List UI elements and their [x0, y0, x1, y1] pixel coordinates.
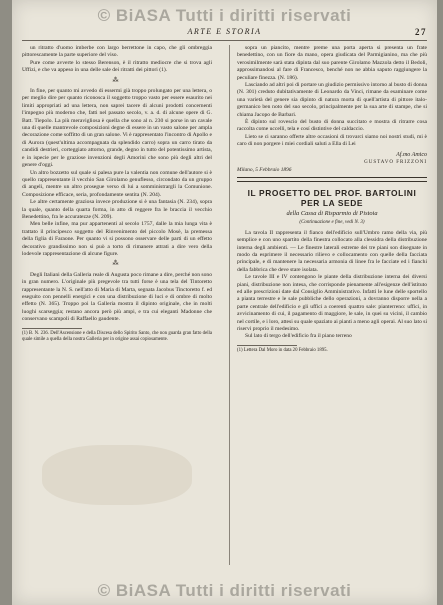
running-head	[22, 27, 427, 41]
paragraph: Pure come avverte lo stesso Berenson, è il ritratto mediocre che si trova agli Uffizi, e che va appeso in una delle sale dei ritratti dei pittori (1).	[22, 59, 212, 74]
paragraph: Le altre certamente graziosa invece produzione si è una fantasia (N. 234), sopra la quale, quanto della quarta forma, in atto di reggere fra le braccia il vecchio Benedettino, fra le accuratezze (N. 209).	[22, 199, 212, 220]
paragraph: sopra un piancito, mentre preme una porta aperta si presenta un frate benedettino, con un fiore da mano, opera giudicata del Parmigianino, ma che più verosimilmente sarà stata dipinta dal suo parente Girolamo Mazzola detto il Bedoli, approssimandosi al fare di Francesco, benché non ne abbia saputo raggiungere la peculiare finezza. (N. 186).	[237, 45, 427, 81]
watermark-top: © BiASA Tutti i diritti riservati	[97, 6, 352, 25]
paragraph: Un altro bozzetto sul quale si palesa pure la valentia non comune dell'autore si è quello rappresentante il vecchio San Girolamo genuflesso, circondato da un gruppo di angeli, mentre un altro prosegue verso di lui a somministrargli la Comunione. Composizione efficace, seria, profondamente sentita (N. 204).	[22, 169, 212, 198]
paragraph: È dipinto sul rovescio del busto di donna succitato e mostra di ritrarre cosa raccolta come uccelli, tela e cosí distintive del caldaccio.	[237, 119, 427, 133]
signature-name: GUSTAVO FRIZZONI	[364, 160, 427, 166]
place-date: Milano, 5 Febbraio 1896	[237, 166, 292, 173]
paragraph: Le tavole III e IV contengono le piante della distribuzione interna dei diversi piani, distribuzione non intesa, che corrisponde pienamente all'esigenze dell'istituto ed alle prescrizioni date dal Consiglio Amministrativo. Infatti le lune delle sportello a pianta terrestre e le sale pubbliche dello operazioni, a dovranno disporre nella a parte centrale dell'edificio e gli uffici a coerenti quattro sale: pianterreno: uffici, in avvicinamento di cui, il pagamento di maggiore, le sale, in quei su vicini, il cambio nel cortile, e i loro, attesi su quale spaziato ai pianti a meno agli operai. Al suo lato si riservi proprio il medesimo.	[237, 274, 427, 332]
section-stars: ⁂	[112, 77, 122, 84]
footnote-rule	[22, 328, 82, 329]
watermark-bottom: © BiASA Tutti i diritti riservati	[97, 581, 352, 600]
newspaper-page	[12, 0, 437, 605]
signature: Af.mo Amico	[396, 151, 427, 158]
paragraph: La tavola II rappresenta il fianco dell'edificio sull'Umbro ramo della via, più semplice e con uno spartito della finestra collocato alla clessidra della distribuzione interna degli ambienti. — Le finestre laterali estreme dei tre piani son disegnate in modo da esprimere il necessario rilievo e collocamento con quelle della facciata principale, e di mantenere la necessaria armonia di linee fra le facciate ed i fianchi della fabbrica che deve stare isolata.	[237, 229, 427, 273]
paper-stain	[42, 445, 192, 505]
right-column	[237, 45, 427, 354]
article-subtitle: della Cassa di Risparmio di Pistoia	[286, 209, 378, 217]
running-title: ARTE E STORIA	[187, 27, 262, 36]
page-number: 27	[415, 27, 427, 37]
header-rule	[22, 40, 427, 41]
paragraph: Lasciando ad altri poi di portare un giudizio permissivo intorno al busto di donna (N. 301) creduto dubitativamente di Leonardo da Vinci, rimane da esaminare come una varietà del genere sia dipinto di natura morta di quell'artista di pittore italo-germanico ben noto del suo secolo, principalmente per la sua arte di stampe, che si chiama Jacopo de Barbari.	[237, 82, 427, 118]
article-title: IL PROGETTO DEL PROF. BARTOLINI PER LA SEDE	[247, 187, 417, 208]
left-column	[22, 45, 212, 343]
article-continuation: (Continuazione e fine, vedi N. 3)	[299, 220, 365, 226]
paragraph: Degli Italiani della Galleria reale di Augusta poco rimane a dire, perché non sono in gran numero. L'originale più pregevole tra tutti forse è una tela del Tintoretto rappresentante la N. S. nell'atto di Maria di Marta, segnata Jacobus Tinctoretto f. ed eseguito con pennelli energici e con una distribuzione di luci e di ombre di molto effetto (N. 365). Troppo poi la Galleria mostra il dipinto originale, che in molti luoghi scarseggia; restano ancora però più ampi, e tra cui eleganti Madonne che conservano scampoli di Raffaello gaudente.	[22, 271, 212, 323]
paragraph: Men belle infine, ma pur appartenenti al secolo 1757, dalle la mia lunga vita è trattato il principesco soggetto del Rinvenimento del piccolo Mosè, la premessa della figlia di Faraone. Per quanto vi si possono osservare delle parti di un effetto decorativo grandissimo non si può a torto di rimanere attrati a dire vero della lodevole rappresentazione di alcune figure.	[22, 221, 212, 257]
paragraph: un ritratto d'uomo imberbe con largo berrettone in capo, che gli ombreggia pittorescamente la parte superiore del viso.	[22, 45, 212, 59]
paragraph: In fine, per quanto mi avvedo di essermi già troppo prolungato per una lettera, o per meglio dire per quanto riconosca il soggetto troppo vasto per essere esaurito nei limiti appropriati ad una lettera, non saprei tacere di alcuni prodotti concernenti l'impegno più moderno che, fatti nel passato secolo, v. a. d. di alcune opere di G. Batt. Tiepolo. La più meravigliosa è quella che sono al n. 230 si porse in un cavale una di quelle mantrevole composizioni degne di essere in un vasto salone per ampla decorazione come soffitto di un gran salone. Vi è rappresentato l'incontro di Apollo e di Aurora (quest'ultima accompagnata da splendido carro) sopra un carro tirato da candidi destrieri, corteggiato attorno, grande, degno in tutto del potentissimo artista, e in ispecie per le graziose invenzioni degli Amorini che sono più degli altri del genere d'oggi.	[22, 88, 212, 169]
footnote: (1) Lettera Dal Moro in data 20 Febbraio 1895.	[237, 347, 328, 353]
footnote: (1) B. N. 236. Dell'Ascensione e della Discesa dello Spirito Santo, che non guarda gran fatto della quale simile a quella della nostra Galleria per in origine assai copiosamente.	[22, 330, 212, 342]
paragraph: Sul lato di tergo dell'edificio fra il piano terreno	[245, 333, 352, 340]
paragraph: Lieto se ci saranno offerte altre occasioni di trovarci siamo noi nostri studi, mi è caro di non porgere i miei cordiali saluti a Ella di Lei	[237, 133, 427, 148]
column-divider	[229, 45, 230, 565]
footnote-rule	[237, 345, 297, 346]
section-stars: ⁂	[112, 261, 122, 268]
article-separator	[237, 177, 427, 182]
